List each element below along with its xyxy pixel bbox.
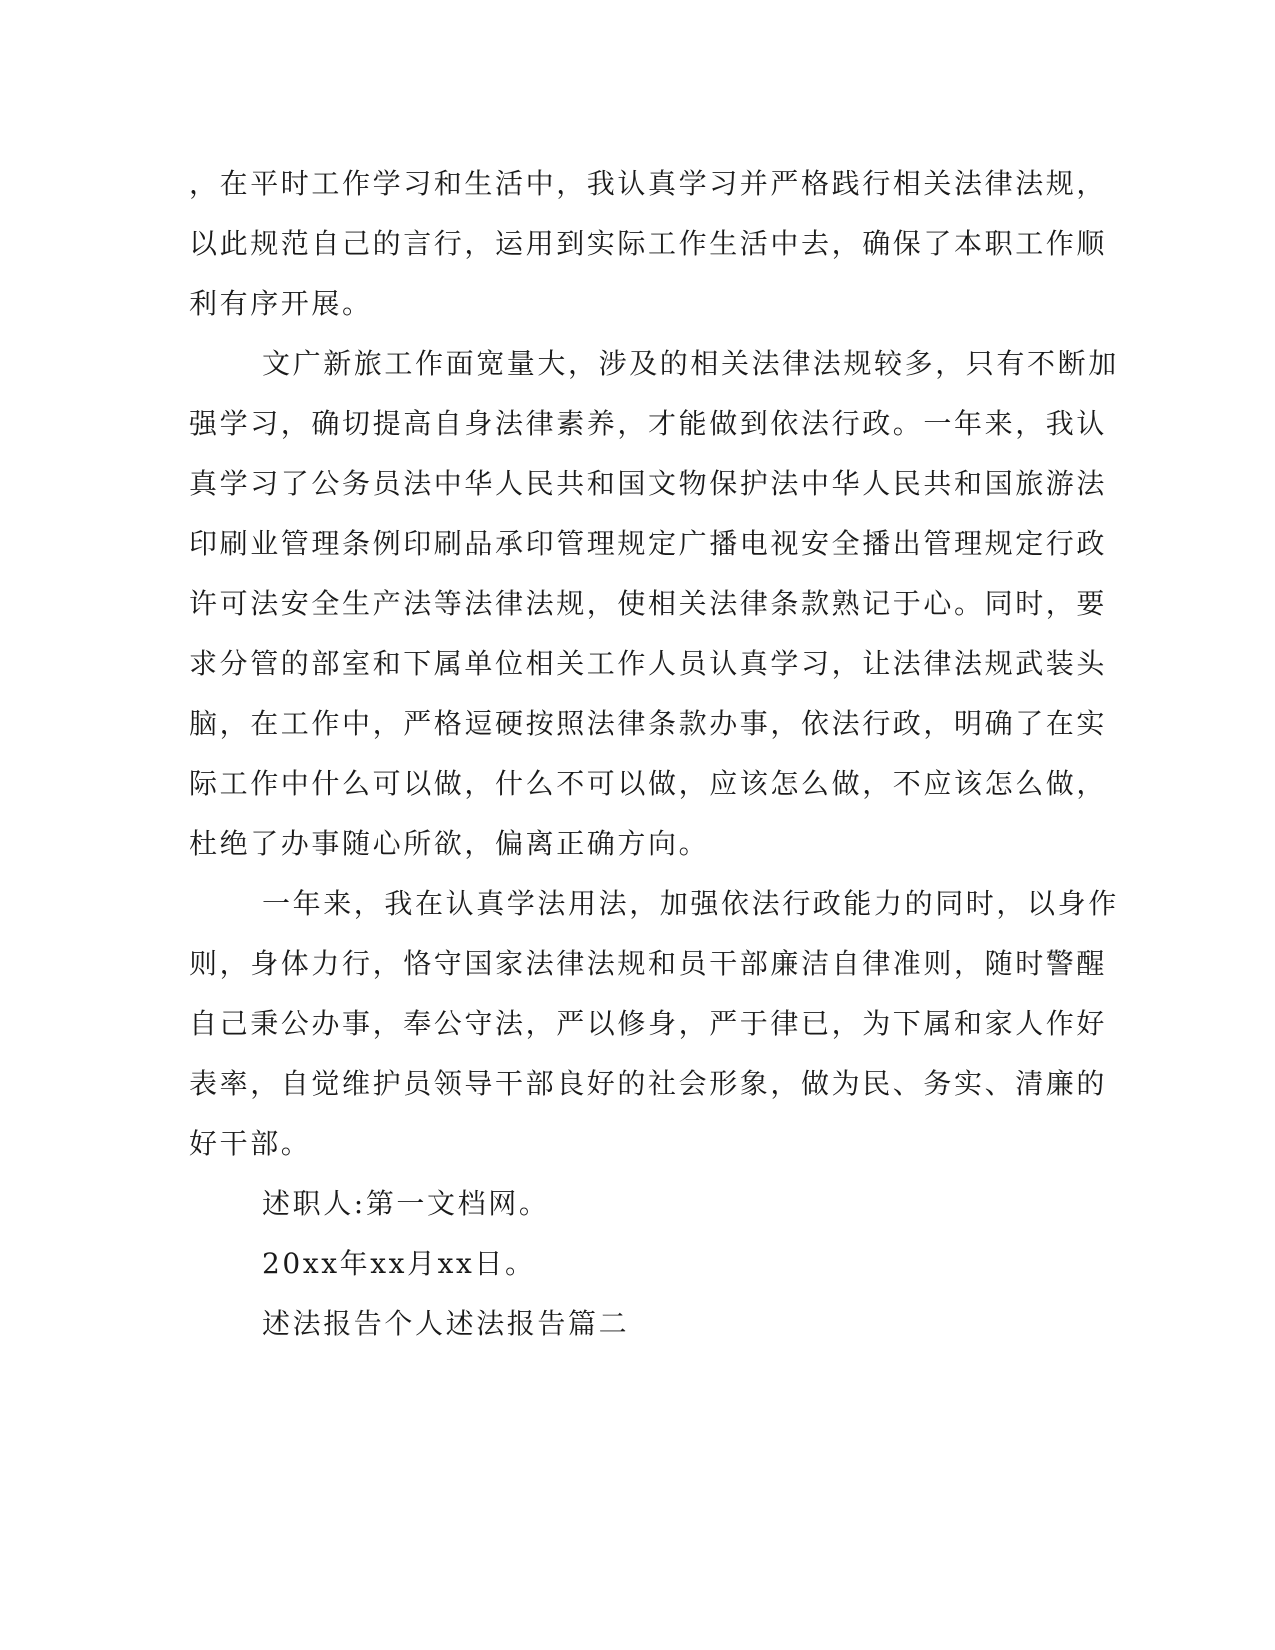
paragraph-2-line-1: 文广新旅工作面宽量大，涉及的相关法律法规较多，只有不断加 bbox=[262, 347, 1119, 380]
paragraph-1-line-3: 利有序开展。 bbox=[189, 287, 373, 320]
paragraph-2-line-3: 真学习了公务员法中华人民共和国文物保护法中华人民共和国旅游法 bbox=[189, 467, 1108, 500]
paragraph-1-line-1: ，在平时工作学习和生活中，我认真学习并严格践行相关法律法规， bbox=[189, 167, 1108, 200]
paragraph-2-line-6: 求分管的部室和下属单位相关工作人员认真学习，让法律法规武装头 bbox=[189, 647, 1108, 680]
paragraph-2-line-8: 际工作中什么可以做，什么不可以做，应该怎么做，不应该怎么做， bbox=[189, 767, 1108, 800]
paragraph-3-line-4: 表率，自觉维护员领导干部良好的社会形象，做为民、务实、清廉的 bbox=[189, 1067, 1108, 1100]
date-line: 20xx年xx月xx日。 bbox=[262, 1247, 536, 1280]
paragraph-2-line-9: 杜绝了办事随心所欲，偏离正确方向。 bbox=[189, 827, 710, 860]
paragraph-3-line-5: 好干部。 bbox=[189, 1127, 312, 1160]
paragraph-2-line-5: 许可法安全生产法等法律法规，使相关法律条款熟记于心。同时，要 bbox=[189, 587, 1108, 620]
paragraph-2-line-4: 印刷业管理条例印刷品承印管理规定广播电视安全播出管理规定行政 bbox=[189, 527, 1108, 560]
next-section-heading: 述法报告个人述法报告篇二 bbox=[262, 1307, 630, 1340]
paragraph-2-line-2: 强学习，确切提高自身法律素养，才能做到依法行政。一年来，我认 bbox=[189, 407, 1108, 440]
paragraph-3-line-1: 一年来，我在认真学法用法，加强依法行政能力的同时，以身作 bbox=[262, 887, 1119, 920]
signature-line: 述职人:第一文档网。 bbox=[262, 1187, 550, 1220]
paragraph-3-line-3: 自己秉公办事，奉公守法，严以修身，严于律已，为下属和家人作好 bbox=[189, 1007, 1108, 1040]
paragraph-2-line-7: 脑，在工作中，严格逗硬按照法律条款办事，依法行政，明确了在实 bbox=[189, 707, 1108, 740]
paragraph-3-line-2: 则，身体力行，恪守国家法律法规和员干部廉洁自律准则，随时警醒 bbox=[189, 947, 1108, 980]
paragraph-1-line-2: 以此规范自己的言行，运用到实际工作生活中去，确保了本职工作顺 bbox=[189, 227, 1108, 260]
